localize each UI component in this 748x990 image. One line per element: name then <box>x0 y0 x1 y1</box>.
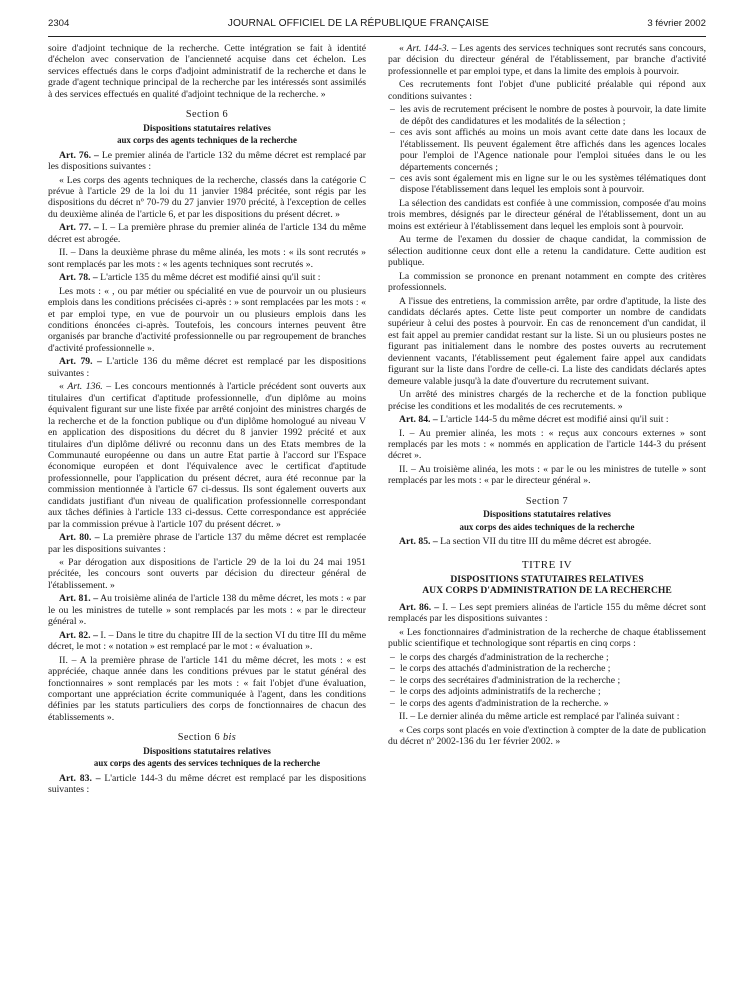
paragraph: A l'issue des entretiens, la commission arrête, par ordre d'aptitude, la liste des candidats déclarés aptes. Cette liste peut comporter un nombre de candidats supérieur à celui des postes à pourvoir. En cas de renoncement d'un candidat, il est fait appel au premier candidat restant sur la liste. Si un ou plusieurs postes ne figurant pas initialement dans le nombre des postes ouverts au recrutement deviennent vacants, l'établissement peut également faire appel aux candidats figurant sur la liste dans l'ordre de celle-ci. La liste des candidats déclarés aptes demeure valable jusqu'à la date d'ouverture du recrutement suivant. <box>388 295 706 387</box>
article-86 <box>388 602 706 625</box>
paragraph: Les mots : « , ou par métier ou spécialité en vue de pourvoir un ou plusieurs emplois dans les conditions précisées ci-après : » sont remplacées par les mots : « et par emploi type, en vue de pourvoir un ou plusieurs emplois dans les conditions énoncées ci-après. Toutefois, les concours internes peuvent être organisés par branche d'activité professionnelle ou par regroupement de branches d'activité professionnelle ». <box>48 285 366 354</box>
paragraph: Un arrêté des ministres chargés de la recherche et de la fonction publique précise les conditions et les modalités de ces recrutements. » <box>388 389 706 412</box>
list-item-text: le corps des adjoints administratifs de la recherche ; <box>400 686 601 698</box>
article-label: Art. 77. – <box>59 222 99 234</box>
paragraph: Au terme de l'examen du dossier de chaque candidat, la commission de sélection auditionne ceux dont elle a retenu la candidature. Cette audition est publique. <box>388 234 706 269</box>
paragraph: Ces recrutements font l'objet d'une publicité préalable qui répond aux conditions suivantes : <box>388 79 706 102</box>
section-subtitle: Dispositions statutaires relatives <box>483 510 611 521</box>
article-80 <box>48 532 366 555</box>
title-heading: TITRE IV <box>521 558 573 571</box>
article-label: Art. 78. – <box>59 272 98 284</box>
article-text: I. – Les sept premiers alinéas de l'article 155 du même décret sont remplacés par les dispositions suivantes : <box>388 602 706 625</box>
title-subtitle <box>388 574 706 596</box>
article-label: Art. 80. – <box>59 532 100 544</box>
article-78 <box>48 272 366 283</box>
article-label: Art. 86. – <box>399 602 440 614</box>
article-text: L'article 144-3 du même décret est remplacé par les dispositions suivantes : <box>48 772 366 796</box>
title-subtitle-line: DISPOSITIONS STATUTAIRES RELATIVES <box>450 574 644 586</box>
paragraph: II. – Le dernier alinéa du même article est remplacé par l'alinéa suivant : <box>399 711 680 723</box>
list-item <box>388 104 706 127</box>
section-subtitle: Dispositions statutaires relatives <box>143 746 271 757</box>
article-label: Art. 85. – <box>399 536 438 548</box>
list-item <box>388 686 706 697</box>
list-item <box>388 663 706 674</box>
paragraph: soire d'adjoint technique de la recherche. Cette intégration se fait à identité d'échelon avec conservation de l'ancienneté acquise dans cet échelon. Les services effectués dans le corps d'adjoint administratif de la recherche et dans le grade d'agent technique principal de la recherche par les intéressés sont assimilés à des services effectués en qualité d'adjoint technique de la recherche. » <box>48 43 366 100</box>
list-item <box>388 173 706 196</box>
list-item-text: le corps des agents d'administration de la recherche. » <box>400 697 609 709</box>
right-column <box>388 43 706 798</box>
article-label: Art. 84. – <box>399 414 438 426</box>
article-ref: Art. 144-3. <box>406 43 450 54</box>
dash-bullet: – <box>390 104 395 116</box>
article-84 <box>388 414 706 425</box>
article-82 <box>48 630 366 653</box>
dash-bullet: – <box>390 172 395 184</box>
dash-bullet: – <box>390 651 395 663</box>
quote-open: « <box>399 43 407 54</box>
article-text: L'article 136 du même décret est remplacé par les dispositions suivantes : <box>48 356 366 379</box>
quote-text: – Les concours mentionnés à l'article précédent sont ouverts aux titulaires d'un certificat d'aptitude professionnelle, d'un diplôme au moins équivalent figurant sur une liste fixée par arrêté conjoint des ministres chargés de la recherche et de la fonction publique ou d'un diplôme homologué au niveau V en application des dispositions du décret du 8 janvier 1992 précité et aux titulaires d'un diplôme délivré ou reconnu dans un des Etats membres de la Communauté européenne ou dans un autre Etat partie à l'accord sur l'Espace économique européen et dont l'équivalence avec le certificat d'aptitude professionnelle, pour l'application du présent décret, aura été reconnue par la commission mentionnée à l'article 67 ci-dessus. Ils sont également ouverts aux candidats justifiant d'un niveau de qualification professionnelle correspondant aux tâches définies à l'article 133 ci-dessus. Cette correspondance est appréciée par la commission prévue à l'article 107 du présent décret. » <box>48 381 366 530</box>
article-text: Le premier alinéa de l'article 132 du même décret est remplacé par les dispositions suivantes : <box>48 149 366 173</box>
section-label: Section 6 <box>177 732 223 744</box>
list-item <box>388 698 706 709</box>
article-79 <box>48 356 366 379</box>
article-text: L'article 144-5 du même décret est modifié ainsi qu'il suit : <box>437 414 669 426</box>
paragraph <box>388 43 706 77</box>
paragraph: II. – Dans la deuxième phrase du même alinéa, les mots : « ils sont recrutés » sont remplacés par les mots : « les agents techniques sont recrutés ». <box>48 247 366 270</box>
article-81 <box>48 593 366 627</box>
article-83 <box>48 773 366 796</box>
article-text: I. – Dans le titre du chapitre III de la section VI du titre III du même décret, le mot : « notation » est remplacé par le mot : « évaluation ». <box>48 629 367 653</box>
page-header <box>48 18 706 32</box>
header-rule <box>48 36 706 37</box>
paragraph: II. – A la première phrase de l'article 141 du même décret, les mots : « est appréciée, chaque année dans les conditions prévues par le statut général des fonctionnaires » sont remplacés par les mots : « fait l'objet d'une évaluation, comportant une appréciation écrite communiquée à l'agent, dans les conditions définies par les statuts particuliers des corps de fonctionnaires de chacun des établissements ». <box>48 654 366 723</box>
article-label: Art. 83. – <box>59 772 101 784</box>
section-subtitle: aux corps des aides techniques de la recherche <box>459 521 635 532</box>
list-item-text: le corps des secrétaires d'administration de la recherche ; <box>400 674 621 686</box>
section-heading <box>48 732 366 743</box>
paragraph: La commission se prononce en prenant notamment en compte des critères professionnels. <box>388 270 706 294</box>
article-text: La section VII du titre III du même décret est abrogée. <box>437 536 652 548</box>
list-item-text: les avis de recrutement précisent le nombre de postes à pourvoir, la date limite de dépôt des candidatures et les modalités de la sélection ; <box>400 104 706 127</box>
paragraph <box>48 381 366 530</box>
journal-title: JOURNAL OFFICIEL DE LA RÉPUBLIQUE FRANÇAISE <box>227 18 489 29</box>
article-label: Art. 79. – <box>59 356 102 368</box>
paragraph: I. – Au premier alinéa, les mots : « reçus aux concours externes » sont remplacés par les mots : « nommés en application de l'article 144-3 du présent décret ». <box>388 427 706 462</box>
quote-text: – Les agents des services techniques sont recrutés sans concours, par décision du directeur général de l'établissement, par branche d'activité professionnelle et par emploi type, et dans la limite des emplois à pourvoir. <box>388 43 707 77</box>
left-column <box>48 43 366 798</box>
article-text: L'article 135 du même décret est modifié ainsi qu'il suit : <box>97 272 321 284</box>
paragraph: « Les corps des agents techniques de la recherche, classés dans la catégorie C prévue à l'article 29 de la loi du 11 janvier 1984 précitée, sont régis par les dispositions du décret nº 70-79 du 27 janvier 1970 précité, à l'exception de celles du deuxième alinéa de l'article 6, et par les dispositions du présent décret. » <box>48 174 366 220</box>
paragraph: « Par dérogation aux dispositions de l'article 29 de la loi du 24 mai 1951 précitée, les concours sont ouverts par décision du directeur général de l'établissement. » <box>48 557 366 591</box>
article-76 <box>48 150 366 173</box>
list-item <box>388 652 706 663</box>
article-label: Art. 82. – <box>59 629 98 641</box>
page-number: 2304 <box>48 18 70 29</box>
dash-bullet: – <box>390 697 395 709</box>
dash-bullet: – <box>390 674 395 686</box>
quote-open: « <box>59 381 68 393</box>
section-subtitle: aux corps des agents des services techniques de la recherche <box>93 758 321 769</box>
dash-bullet: – <box>390 127 395 139</box>
article-77 <box>48 222 366 245</box>
article-label: Art. 76. – <box>59 149 99 161</box>
section-subtitle: Dispositions statutaires relatives <box>143 123 271 134</box>
list-item-text: le corps des chargés d'administration de la recherche ; <box>400 651 609 663</box>
paragraph: « Ces corps sont placés en voie d'extinction à compter de la date de publication du décret nº 2002-136 du 1er février 2002. » <box>388 724 706 748</box>
section-heading: Section 6 <box>185 109 229 121</box>
issue-date: 3 février 2002 <box>647 18 706 29</box>
list-item-text: le corps des attachés d'administration de la recherche ; <box>400 663 611 675</box>
list-item-text: ces avis sont affichés au moins un mois avant cette date dans les locaux de l'établissement. Ils peuvent également être affichés dans les agences locales pour l'emploi de l'Agence nationale pour l'emploi situées dans le ou les départements concernés ; <box>400 127 706 173</box>
section-subtitle: aux corps des agents techniques de la recherche <box>117 135 297 146</box>
article-text: I. – La première phrase du premier alinéa de l'article 134 du même décret est abrogée. <box>48 222 366 245</box>
article-text: Au troisième alinéa de l'article 138 du même décret, les mots : « par le ou les ministres de tutelle » sont remplacés par les mots : « par le directeur général ». <box>48 593 366 628</box>
list-item <box>388 675 706 686</box>
article-label: Art. 81. – <box>59 593 99 605</box>
list-item-text: ces avis sont également mis en ligne sur le ou les systèmes télématiques dont dispose l'établissement dans lequel les emplois sont à pourvoir. <box>400 172 706 196</box>
article-85 <box>388 536 706 547</box>
dash-bullet: – <box>390 663 395 675</box>
two-column-body <box>48 43 706 798</box>
article-text: La première phrase de l'article 137 du même décret est remplacée par les dispositions suivantes : <box>48 532 366 555</box>
title-subtitle-line: AUX CORPS D'ADMINISTRATION DE LA RECHERCHE <box>422 585 672 597</box>
list-item <box>388 127 706 173</box>
dash-bullet: – <box>390 686 395 698</box>
section-heading: Section 7 <box>525 495 569 507</box>
paragraph: « Les fonctionnaires d'administration de la recherche de chaque établissement public scientifique et technologique sont répartis en cinq corps : <box>388 626 706 650</box>
article-ref: Art. 136. <box>67 381 103 393</box>
paragraph: II. – Au troisième alinéa, les mots : « par le ou les ministres de tutelle » sont remplacés par les mots : « par le directeur général ». <box>388 463 706 487</box>
section-suffix: bis <box>222 732 237 744</box>
paragraph: La sélection des candidats est confiée à une commission, composée d'au moins trois membres, désignés par le directeur général de l'établissement, dont un au moins est extérieur à l'établissement dans lequel les emplois sont à pourvoir. <box>388 197 706 232</box>
